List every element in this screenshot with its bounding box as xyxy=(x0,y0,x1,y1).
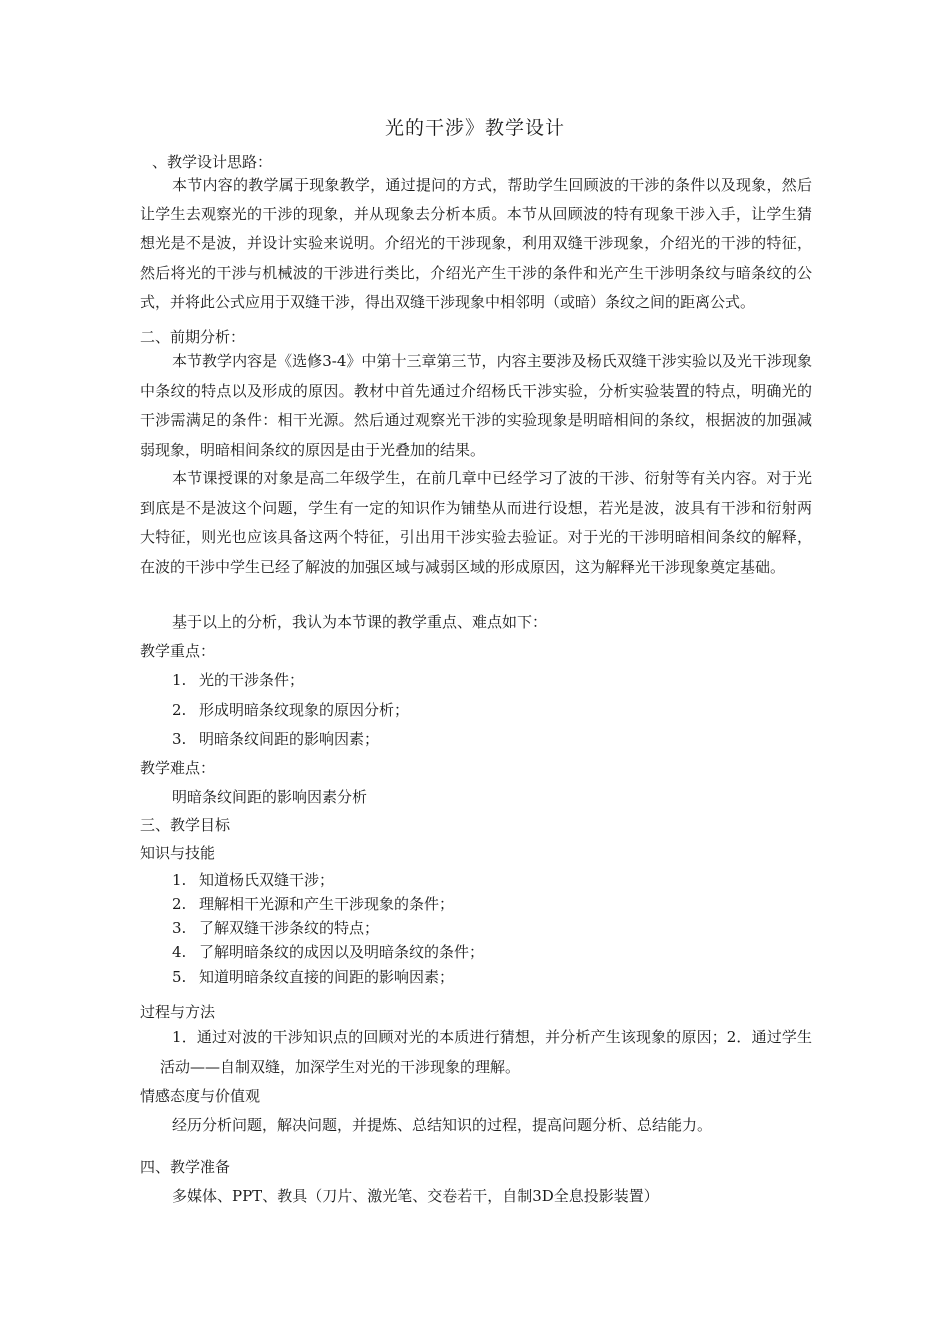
process-method-text: 1．通过对波的干涉知识点的回顾对光的本质进行猜想，并分析产生该现象的原因；2．通过学生活动——自制双缝，加深学生对光的干涉现象的理解。 xyxy=(160,1028,812,1076)
attitude-label: 情感态度与价值观 xyxy=(140,1087,261,1105)
section-2-paragraph-1: 本节教学内容是《选修3-4》中第十三章第三节，内容主要涉及杨氏双缝干涉实验以及光干涉现象中条纹的特点以及形成的原因。教材中首先通过介绍杨氏干涉实验，分析实验装置的特点，明确光的干涉需满足的条件：相干光源。然后通过观察光干涉的实验现象是明暗相间的条纹，根据波的加强减弱现象，明暗相间条纹的原因是由于光叠加的结果。 xyxy=(140,352,812,459)
section-2-paragraph-2: 本节课授课的对象是高二年级学生，在前几章中已经学习了波的干涉、衍射等有关内容。对于光到底是不是波这个问题，学生有一定的知识作为铺垫从而进行设想，若光是波，波具有干涉和衍射两大特征，则光也应该具备这两个特征，引出用干涉实验去验证。对于光的干涉明暗相间条纹的解释，在波的干涉中学生已经了解波的加强区域与减弱区域的形成原因，这为解释光干涉现象奠定基础。 xyxy=(140,469,812,576)
analysis-summary: 基于以上的分析，我认为本节课的教学重点、难点如下： xyxy=(172,613,548,631)
section-4-heading: 四、教学准备 xyxy=(140,1158,231,1176)
key-point-item: 2. 形成明暗条纹现象的原因分析； xyxy=(172,701,410,719)
knowledge-item: 4. 了解明暗条纹的成因以及明暗条纹的条件； xyxy=(172,943,485,961)
process-method-label: 过程与方法 xyxy=(140,1003,216,1021)
attitude-text: 经历分析问题，解决问题，并提炼、总结知识的过程，提高问题分析、总结能力。 xyxy=(172,1116,713,1134)
key-points-label: 教学重点： xyxy=(140,642,216,660)
key-point-item: 3. 明暗条纹间距的影响因素； xyxy=(172,730,380,748)
section-1-heading: 、教学设计思路： xyxy=(152,153,273,171)
section-3-heading: 三、教学目标 xyxy=(140,816,231,834)
preparation-text: 多媒体、PPT、教具（刀片、激光笔、交卷若干，自制3D全息投影装置） xyxy=(172,1187,659,1205)
difficulty-text: 明暗条纹间距的影响因素分析 xyxy=(172,788,368,806)
knowledge-skills-label: 知识与技能 xyxy=(140,844,216,862)
knowledge-item: 5. 知道明暗条纹直接的间距的影响因素； xyxy=(172,968,455,986)
page-title: 光的干涉》教学设计 xyxy=(384,117,565,139)
section-2-heading: 二、前期分析： xyxy=(140,328,246,346)
key-point-item: 1. 光的干涉条件； xyxy=(172,671,305,689)
section-1-paragraph: 本节内容的教学属于现象教学，通过提问的方式，帮助学生回顾波的干涉的条件以及现象，然后让学生去观察光的干涉的现象，并从现象去分析本质。本节从回顾波的特有现象干涉入手，让学生猜想光是不是波，并设计实验来说明。介绍光的干涉现象，利用双缝干涉现象，介绍光的干涉的特征，然后将光的干涉与机械波的干涉进行类比，介绍光产生干涉的条件和光产生干涉明条纹与暗条纹的公式，并将此公式应用于双缝干涉，得出双缝干涉现象中相邻明（或暗）条纹之间的距离公式。 xyxy=(140,176,812,311)
difficulty-label: 教学难点： xyxy=(140,759,216,777)
knowledge-item: 3. 了解双缝干涉条纹的特点； xyxy=(172,919,380,937)
knowledge-item: 2. 理解相干光源和产生干涉现象的条件； xyxy=(172,895,455,913)
knowledge-item: 1. 知道杨氏双缝干涉； xyxy=(172,871,335,889)
